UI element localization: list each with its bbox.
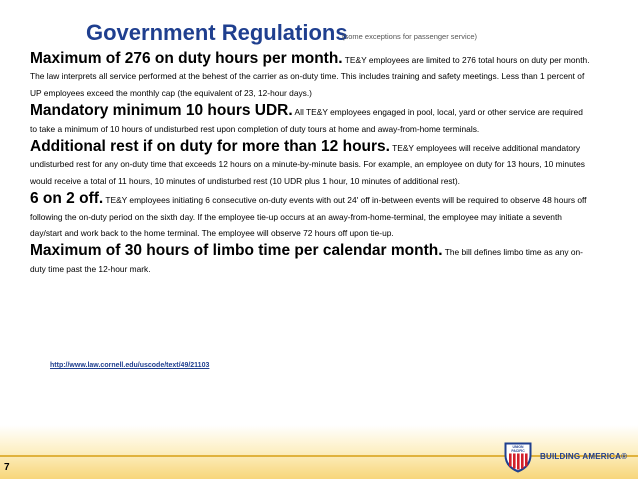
regulation-heading: Maximum of 276 on duty hours per month. bbox=[30, 50, 343, 67]
regulation-heading: Additional rest if on duty for more than 12 hours. bbox=[30, 138, 390, 156]
regulation-item bbox=[30, 190, 590, 241]
logo-text-bottom: PACIFIC bbox=[511, 448, 525, 453]
regulation-text: The bill defines limbo time as any on-duty time past the 12-hour mark. bbox=[30, 247, 583, 274]
regulation-text: All TE&Y employees engaged in pool, local, yard or other service are required to take a minimum of 10 hours of undisturbed rest upon completion of duty tours at home and away-from-home terminals. bbox=[30, 107, 583, 134]
regulation-heading: 6 on 2 off. bbox=[30, 190, 104, 208]
page-subtitle: (some exceptions for passenger service) bbox=[342, 32, 478, 41]
source-link[interactable]: http://www.law.cornell.edu/uscode/text/49/21103 bbox=[50, 362, 210, 369]
page-title: Government Regulations bbox=[86, 20, 348, 45]
regulation-text: TE&Y employees initiating 6 consecutive on-duty events with out 24' off in-between events will be required to observe 48 hours off following the on-duty period on the sixth day. If the employee tie-up occurs at an away-from-home-terminal, the employee may initiate a seventh day/start and work back to the home terminal. The employee will observe 72 hours off upon tie-up. bbox=[30, 195, 587, 239]
page-number: 7 bbox=[4, 462, 10, 473]
regulation-heading: Maximum of 30 hours of limbo time per calendar month. bbox=[30, 242, 443, 260]
regulation-text: TE&Y employees are limited to 276 total hours on duty per month. The law interprets all service performed at the behest of the carrier as on-duty time. This includes training and safety meetings. Less than 1 percent of UP employees exceed the monthly cap (the equivalent of 23, 12-hour days.) bbox=[30, 55, 590, 98]
union-pacific-shield-logo bbox=[504, 441, 532, 473]
regulation-item bbox=[30, 102, 590, 137]
regulation-text: TE&Y employees will receive additional mandatory undisturbed rest for any on-duty time that exceeds 12 hours on a minute-by-minute basis. For example, an employee on duty for 13 hours, 10 minutes would receive a total of 11 hours, 10 minutes of undisturbed rest (10 UDR plus 1 hour, 10 minutes of additional rest). bbox=[30, 143, 585, 186]
regulations-list bbox=[30, 50, 590, 278]
brand-tagline: BUILDING AMERICA® bbox=[540, 452, 628, 461]
regulation-item bbox=[30, 50, 590, 101]
logo-text-top: UNION bbox=[512, 445, 524, 449]
regulation-item bbox=[30, 242, 590, 277]
regulation-item bbox=[30, 138, 590, 189]
regulation-heading: Mandatory minimum 10 hours UDR. bbox=[30, 102, 293, 120]
